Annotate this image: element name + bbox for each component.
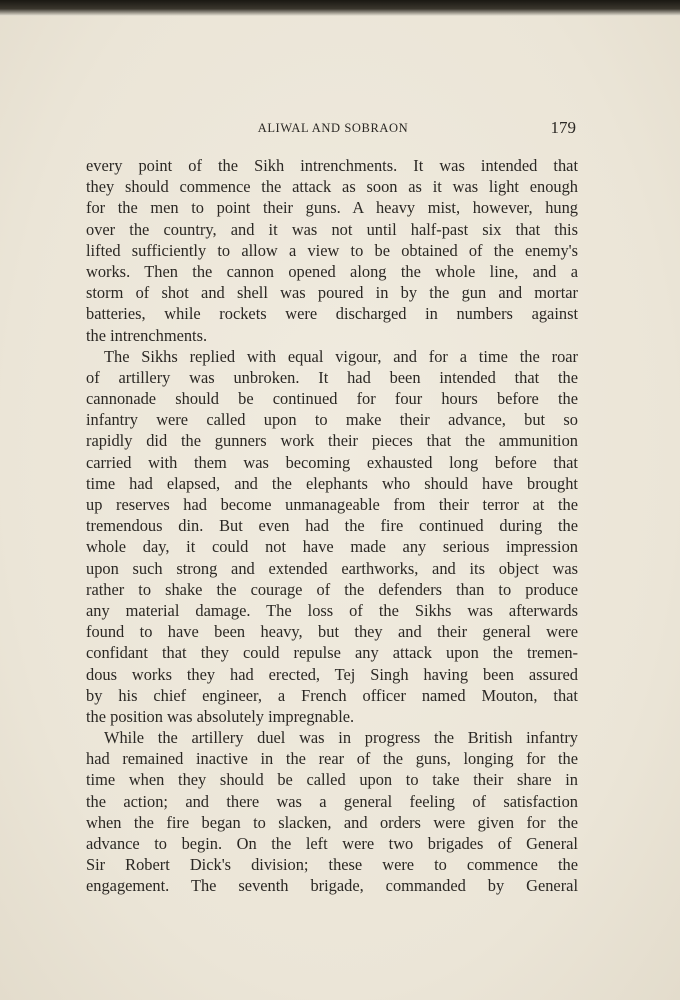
text-line: by his chief engineer, a French officer named Mouton, that [86,685,578,705]
text-line: when the fire began to slacken, and orders were given for the [86,812,578,832]
running-head [86,118,580,140]
text-line: whole day, it could not have made any serious impression [86,537,578,557]
text-line: any material damage. The loss of the Sikhs was afterwards [86,600,578,620]
text-line: time when they should be called upon to take their share in [86,770,578,790]
text-line: over the country, and it was not until half-past six that this [86,219,578,239]
text-line: rapidly did the gunners work their pieces that the ammunition [86,431,578,451]
paragraph [86,727,578,897]
text-line: they should commence the attack as soon as it was light enough [86,177,578,197]
text-line: carried with them was becoming exhausted long before that [86,452,578,472]
text-line: up reserves had become unmanageable from their terror at the [86,495,578,514]
text-line: engagement. The seventh brigade, commanded by General [86,876,578,896]
text-line: found to have been heavy, but they and their general were [86,622,578,642]
text-line: infantry were called upon to make their advance, but so [86,410,578,430]
text-line: dous works they had erected, Tej Singh having been assured [86,664,578,684]
text-line: batteries, while rockets were discharged in numbers against [86,304,578,324]
body-text [86,155,578,897]
text-line: While the artillery duel was in progress the British infantry [104,728,578,748]
page-number: 179 [550,118,576,137]
page-top-edge [0,0,680,16]
text-line: the action; and there was a general feeling of satisfaction [86,791,578,811]
text-line: had remained inactive in the rear of the guns, longing for the [86,749,578,769]
text-line: confidant that they could repulse any attack upon the tremen- [86,643,578,663]
text-line: rather to shake the courage of the defenders than to produce [86,579,578,599]
text-line: for the men to point their guns. A heavy mist, however, hung [86,198,578,218]
text-line: tremendous din. But even had the fire continued during the [86,516,578,536]
text-line: time had elapsed, and the elephants who should have brought [86,473,578,493]
text-line: every point of the Sikh intrenchments. It was intended that [86,156,578,175]
text-line: the position was absolutely impregnable. [86,706,355,726]
paragraph [86,346,578,727]
text-line: the intrenchments. [86,325,208,345]
text-line: upon such strong and extended earthworks, and its object was [86,558,578,578]
text-line: advance to begin. On the left were two brigades of General [86,834,578,853]
running-title: ALIWAL AND SOBRAON [257,121,409,135]
text-line: lifted sufficiently to allow a view to be obtained of the enemy's [86,240,578,260]
text-line: works. Then the cannon opened along the whole line, and a [86,261,578,281]
paragraph [86,155,578,346]
text-line: The Sikhs replied with equal vigour, and for a time the roar [104,346,578,366]
text-line: Sir Robert Dick's division; these were to commence the [86,855,578,875]
text-line: cannonade should be continued for four hours before the [86,389,578,409]
text-line: storm of shot and shell was poured in by the gun and mortar [86,283,578,303]
text-line: of artillery was unbroken. It had been intended that the [86,367,578,387]
